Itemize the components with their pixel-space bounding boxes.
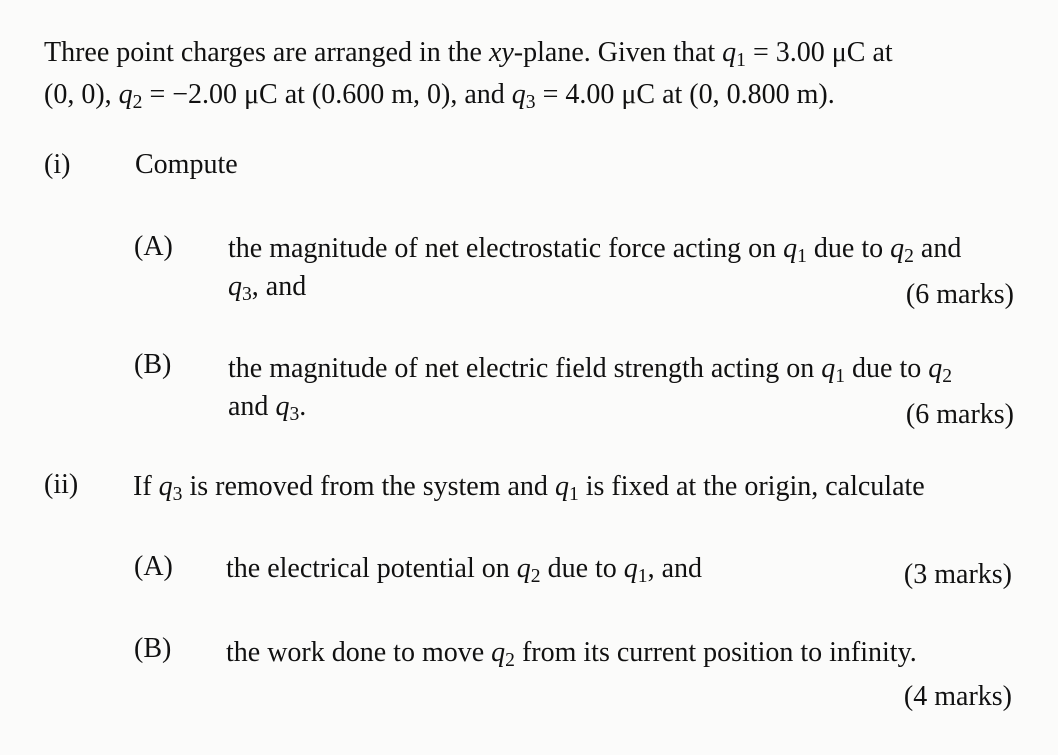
intro-line-1: Three point charges are arranged in the xy-plane. Given that $q_1 = 3.00$ μC at — [44, 37, 893, 71]
part-ii-a-line-1: the electrical potential on $q_2$ due to $q_1$, and — [226, 553, 703, 587]
part-i-b-line-2: and $q_3$. — [228, 391, 307, 425]
part-i-b-label: (B) — [134, 349, 172, 380]
part-i-a-label: (A) — [134, 231, 173, 262]
part-ii-label: (ii) — [44, 469, 79, 500]
part-ii-a-label: (A) — [134, 551, 173, 582]
part-ii-b-label: (B) — [134, 633, 172, 664]
part-i-label: (i) — [44, 149, 71, 180]
part-i-heading: Compute — [135, 149, 238, 180]
part-ii-heading: If $q_3$ is removed from the system and $q_1$ is fixed at the origin, calculate — [133, 471, 925, 505]
intro-line-2: (0, 0), $q_2 = -2.00$ μC at (0.600 m, 0), and $q_3 = 4.00$ μC at (0, 0.800 m). — [44, 79, 835, 113]
part-i-b-line-1: the magnitude of net electric field strength acting on $q_1$ due to $q_2$ — [228, 353, 953, 387]
part-i-a-line-1: the magnitude of net electrostatic force acting on $q_1$ due to $q_2$ and — [228, 233, 962, 267]
part-ii-b-line-1: the work done to move $q_2$ from its current position to infinity. — [226, 637, 917, 671]
part-ii-b-marks: (4 marks) — [903, 681, 1012, 712]
part-i-b-marks: (6 marks) — [905, 399, 1014, 430]
part-i-a-marks: (6 marks) — [905, 279, 1014, 310]
part-ii-a-marks: (3 marks) — [903, 559, 1012, 590]
part-i-a-line-2: $q_3$, and — [228, 271, 307, 305]
